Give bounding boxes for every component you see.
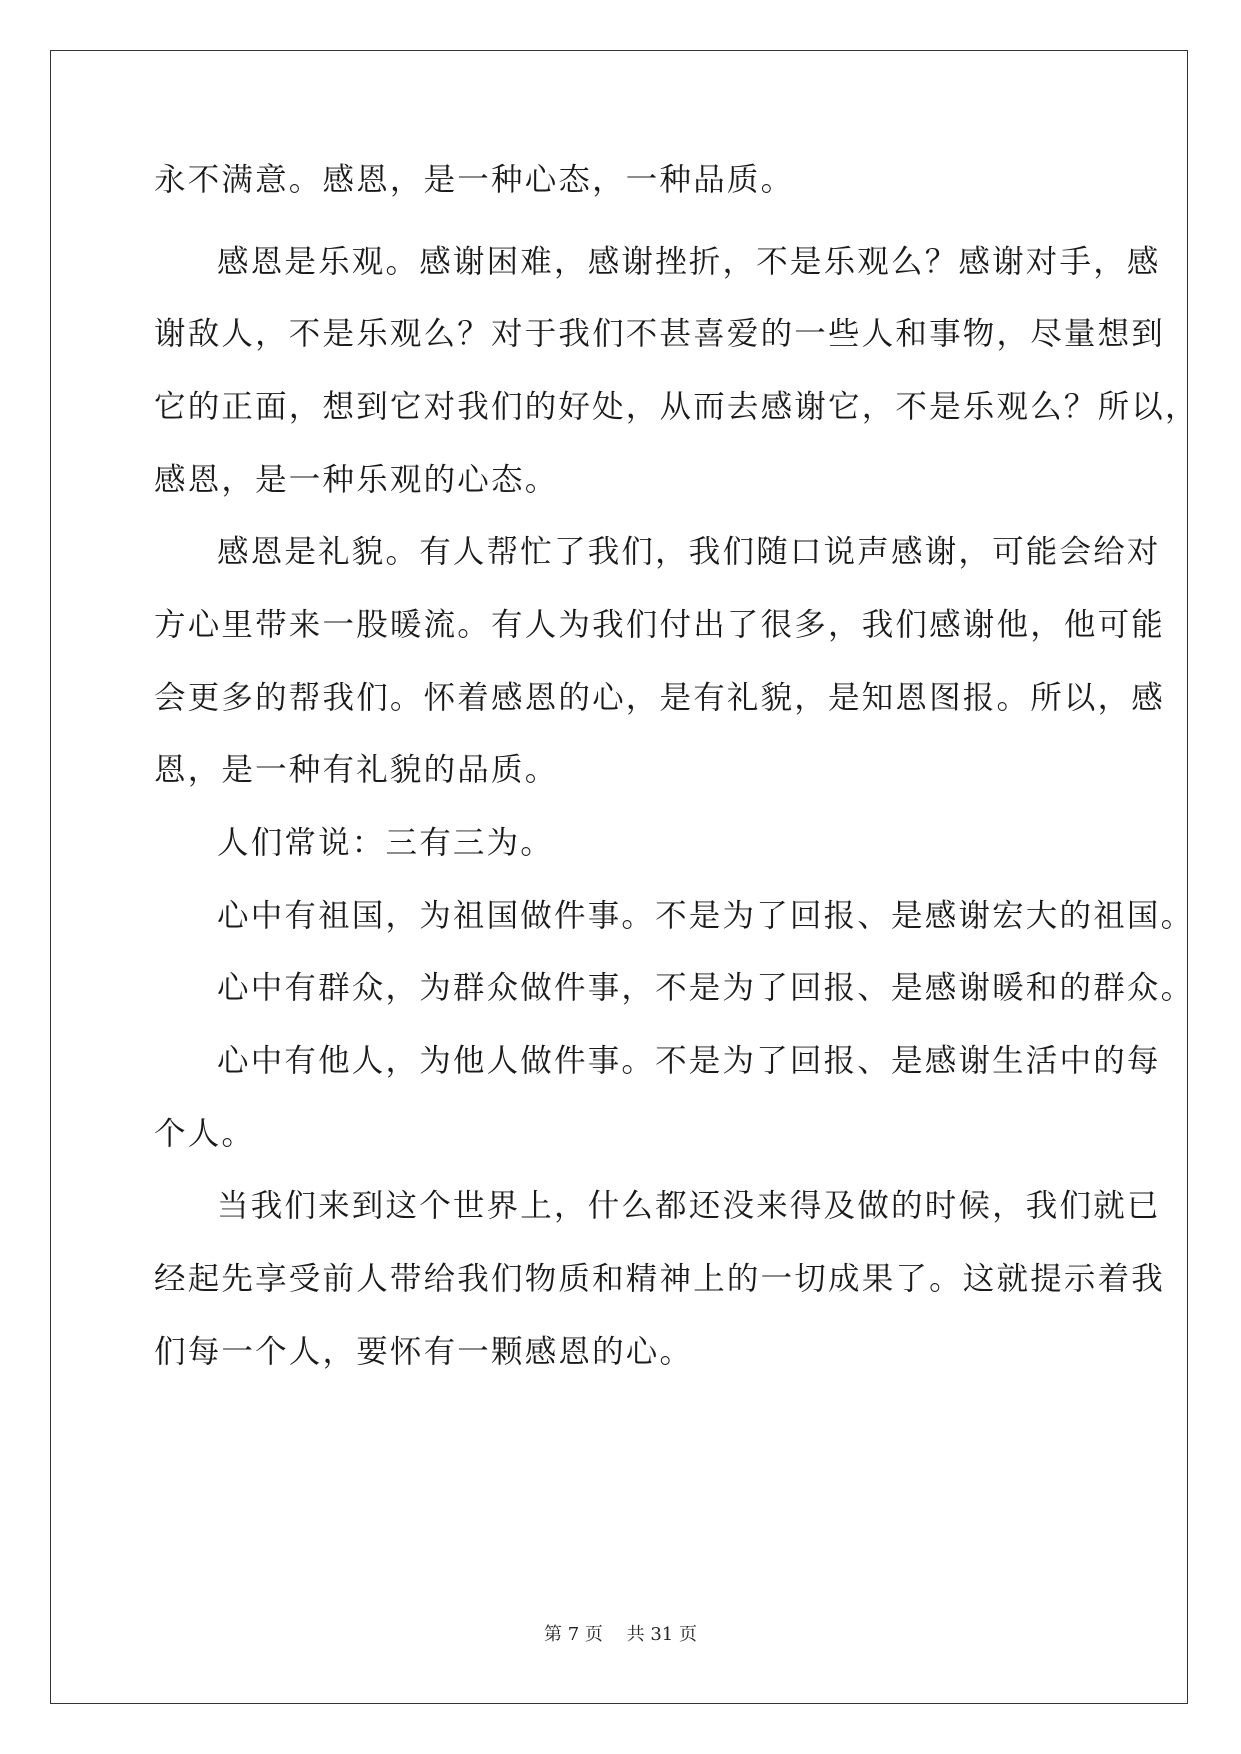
text-line: 经起先享受前人带给我们物质和精神上的一切成果了。这就提示着我 — [154, 1261, 1166, 1297]
paragraph-start-line: 心中有祖国，为祖国做件事。不是为了回报、是感谢宏大的祖国。 — [217, 898, 1195, 934]
paragraph-start-line: 人们常说：三有三为。 — [217, 825, 555, 861]
text-line: 谢敌人，不是乐观么？对于我们不甚喜爱的一些人和事物，尽量想到 — [154, 316, 1166, 352]
text-line: 会更多的帮我们。怀着感恩的心，是有礼貌，是知恩图报。所以，感 — [154, 680, 1166, 716]
paragraph-start-line: 感恩是乐观。感谢困难，感谢挫折，不是乐观么？感谢对手，感 — [217, 244, 1161, 280]
paragraph-start-line: 当我们来到这个世界上，什么都还没来得及做的时候，我们就已 — [217, 1188, 1161, 1224]
paragraph-start-line: 心中有群众，为群众做件事，不是为了回报、是感谢暖和的群众。 — [217, 970, 1195, 1006]
text-line: 们每一个人，要怀有一颗感恩的心。 — [154, 1334, 694, 1370]
page-border — [50, 50, 1188, 1704]
text-line: 永不满意。感恩，是一种心态，一种品质。 — [154, 162, 795, 198]
text-line: 它的正面，想到它对我们的好处，从而去感谢它，不是乐观么？所以， — [154, 389, 1199, 425]
paragraph-start-line: 心中有他人，为他人做件事。不是为了回报、是感谢生活中的每 — [217, 1043, 1161, 1079]
text-line: 感恩，是一种乐观的心态。 — [154, 462, 559, 498]
text-line: 个人。 — [154, 1116, 256, 1152]
paragraph-start-line: 感恩是礼貌。有人帮忙了我们，我们随口说声感谢，可能会给对 — [217, 534, 1161, 570]
text-line: 恩，是一种有礼貌的品质。 — [154, 752, 559, 788]
page-number-footer: 第 7 页 共 31 页 — [544, 1624, 697, 1645]
text-line: 方心里带来一股暖流。有人为我们付出了很多，我们感谢他，他可能 — [154, 607, 1166, 643]
